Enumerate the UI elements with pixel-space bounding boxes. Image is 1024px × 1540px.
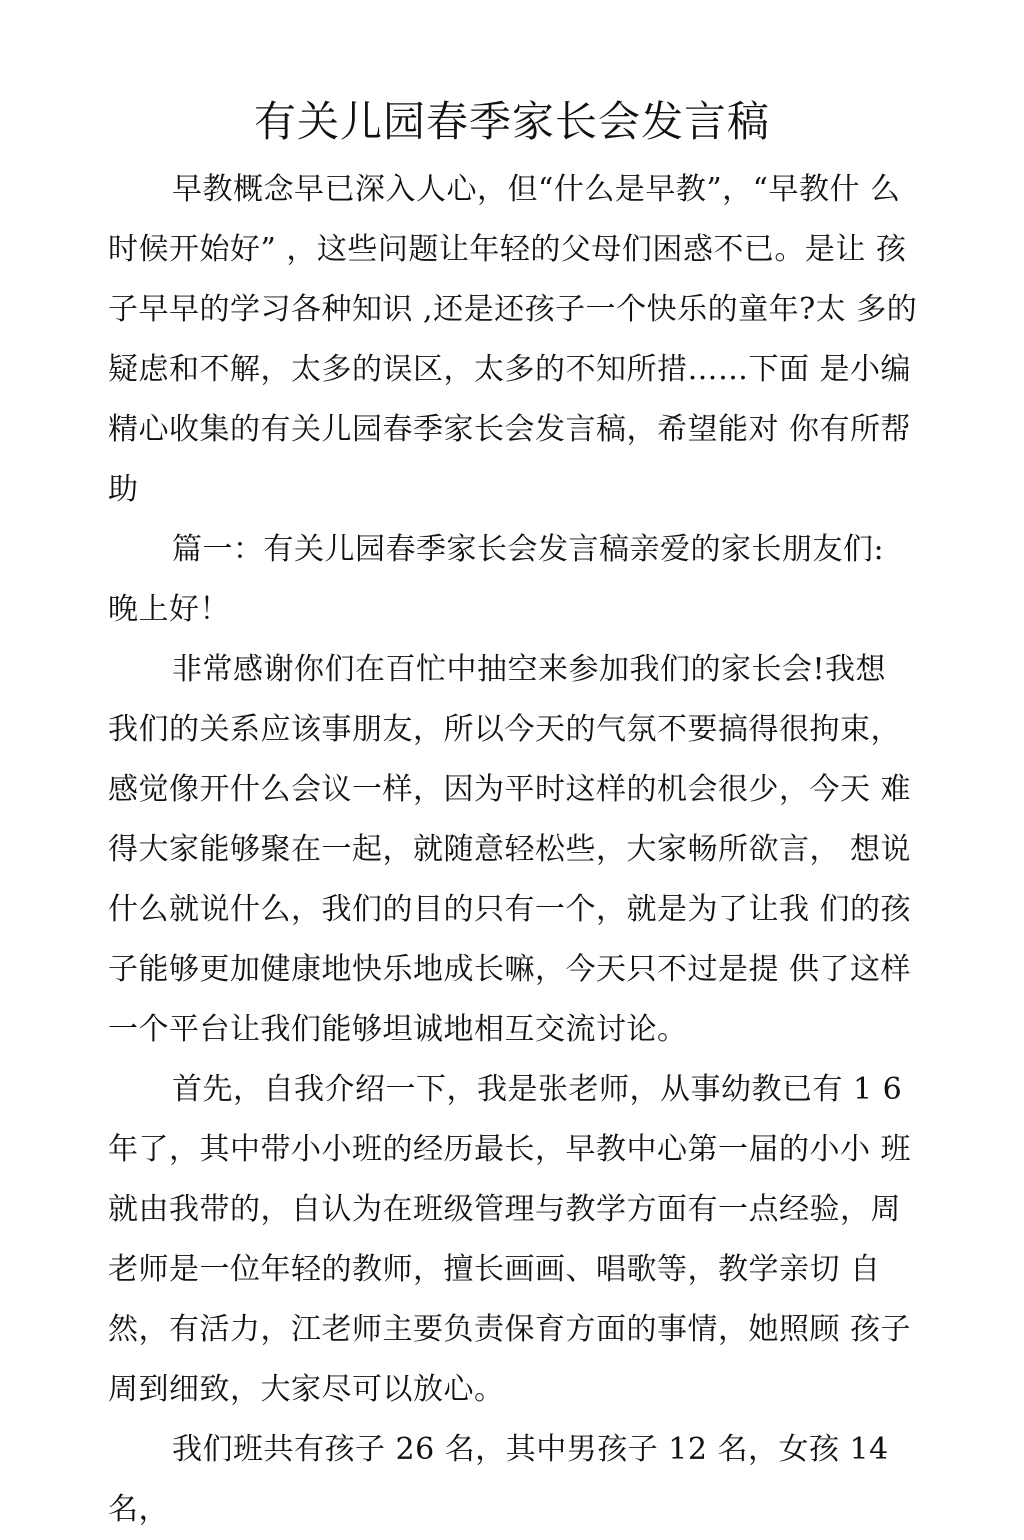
paragraph-self-introduction: 首先，自我介绍一下，我是张老师，从事幼教已有 1 6 年了，其中带小小班的经历最长，早教中心第一届的小小 班就由我带的，自认为在班级管理与教学方面有一点经验，周老师是一位年轻的教师，擅长画画、唱歌等，教学亲切 自然，有活力，江老师主要负责保育方面的事情，她照顾 孩子周到细致，大家尽可以放心。 bbox=[108, 1072, 912, 1407]
paragraph-part-one-greeting: 篇一：有关儿园春季家长会发言稿亲爱的家长朋友们: 晚上好！ bbox=[108, 532, 885, 627]
paragraph-intro: 早教概念早已深入人心，但“什么是早教”，“早教什 么时候开始好” ，这些问题让年轻的父母们困惑不已。是让 孩子早早的学习各种知识 ,还是还孩子一个快乐的童年?太 多的疑虑和不解，太多的误区，太多的不知所措……下面 是小编精心收集的有关儿园春季家长会发言稿，希望能对 你有所帮助 bbox=[108, 172, 918, 507]
document-body bbox=[108, 160, 923, 1540]
document-title: 有关儿园春季家长会发言稿 bbox=[253, 97, 770, 146]
paragraph-thanks: 非常感谢你们在百忙中抽空来参加我们的家长会!我想 我们的关系应该事朋友，所以今天的气氛不要搞得很拘束，感觉像开什么会议一样，因为平时这样的机会很少，今天 难得大家能够聚在一起，就随意轻松些，大家畅所欲言， 想说什么就说什么，我们的目的只有一个，就是为了让我 们的孩子能够更加健康地快乐地成长嘛，今天只不过是提 供了这样一个平台让我们能够坦诚地相互交流讨论。 bbox=[108, 652, 912, 1047]
paragraph-class-count: 我们班共有孩子 26 名，其中男孩子 12 名，女孩 14 名， bbox=[108, 1432, 889, 1527]
